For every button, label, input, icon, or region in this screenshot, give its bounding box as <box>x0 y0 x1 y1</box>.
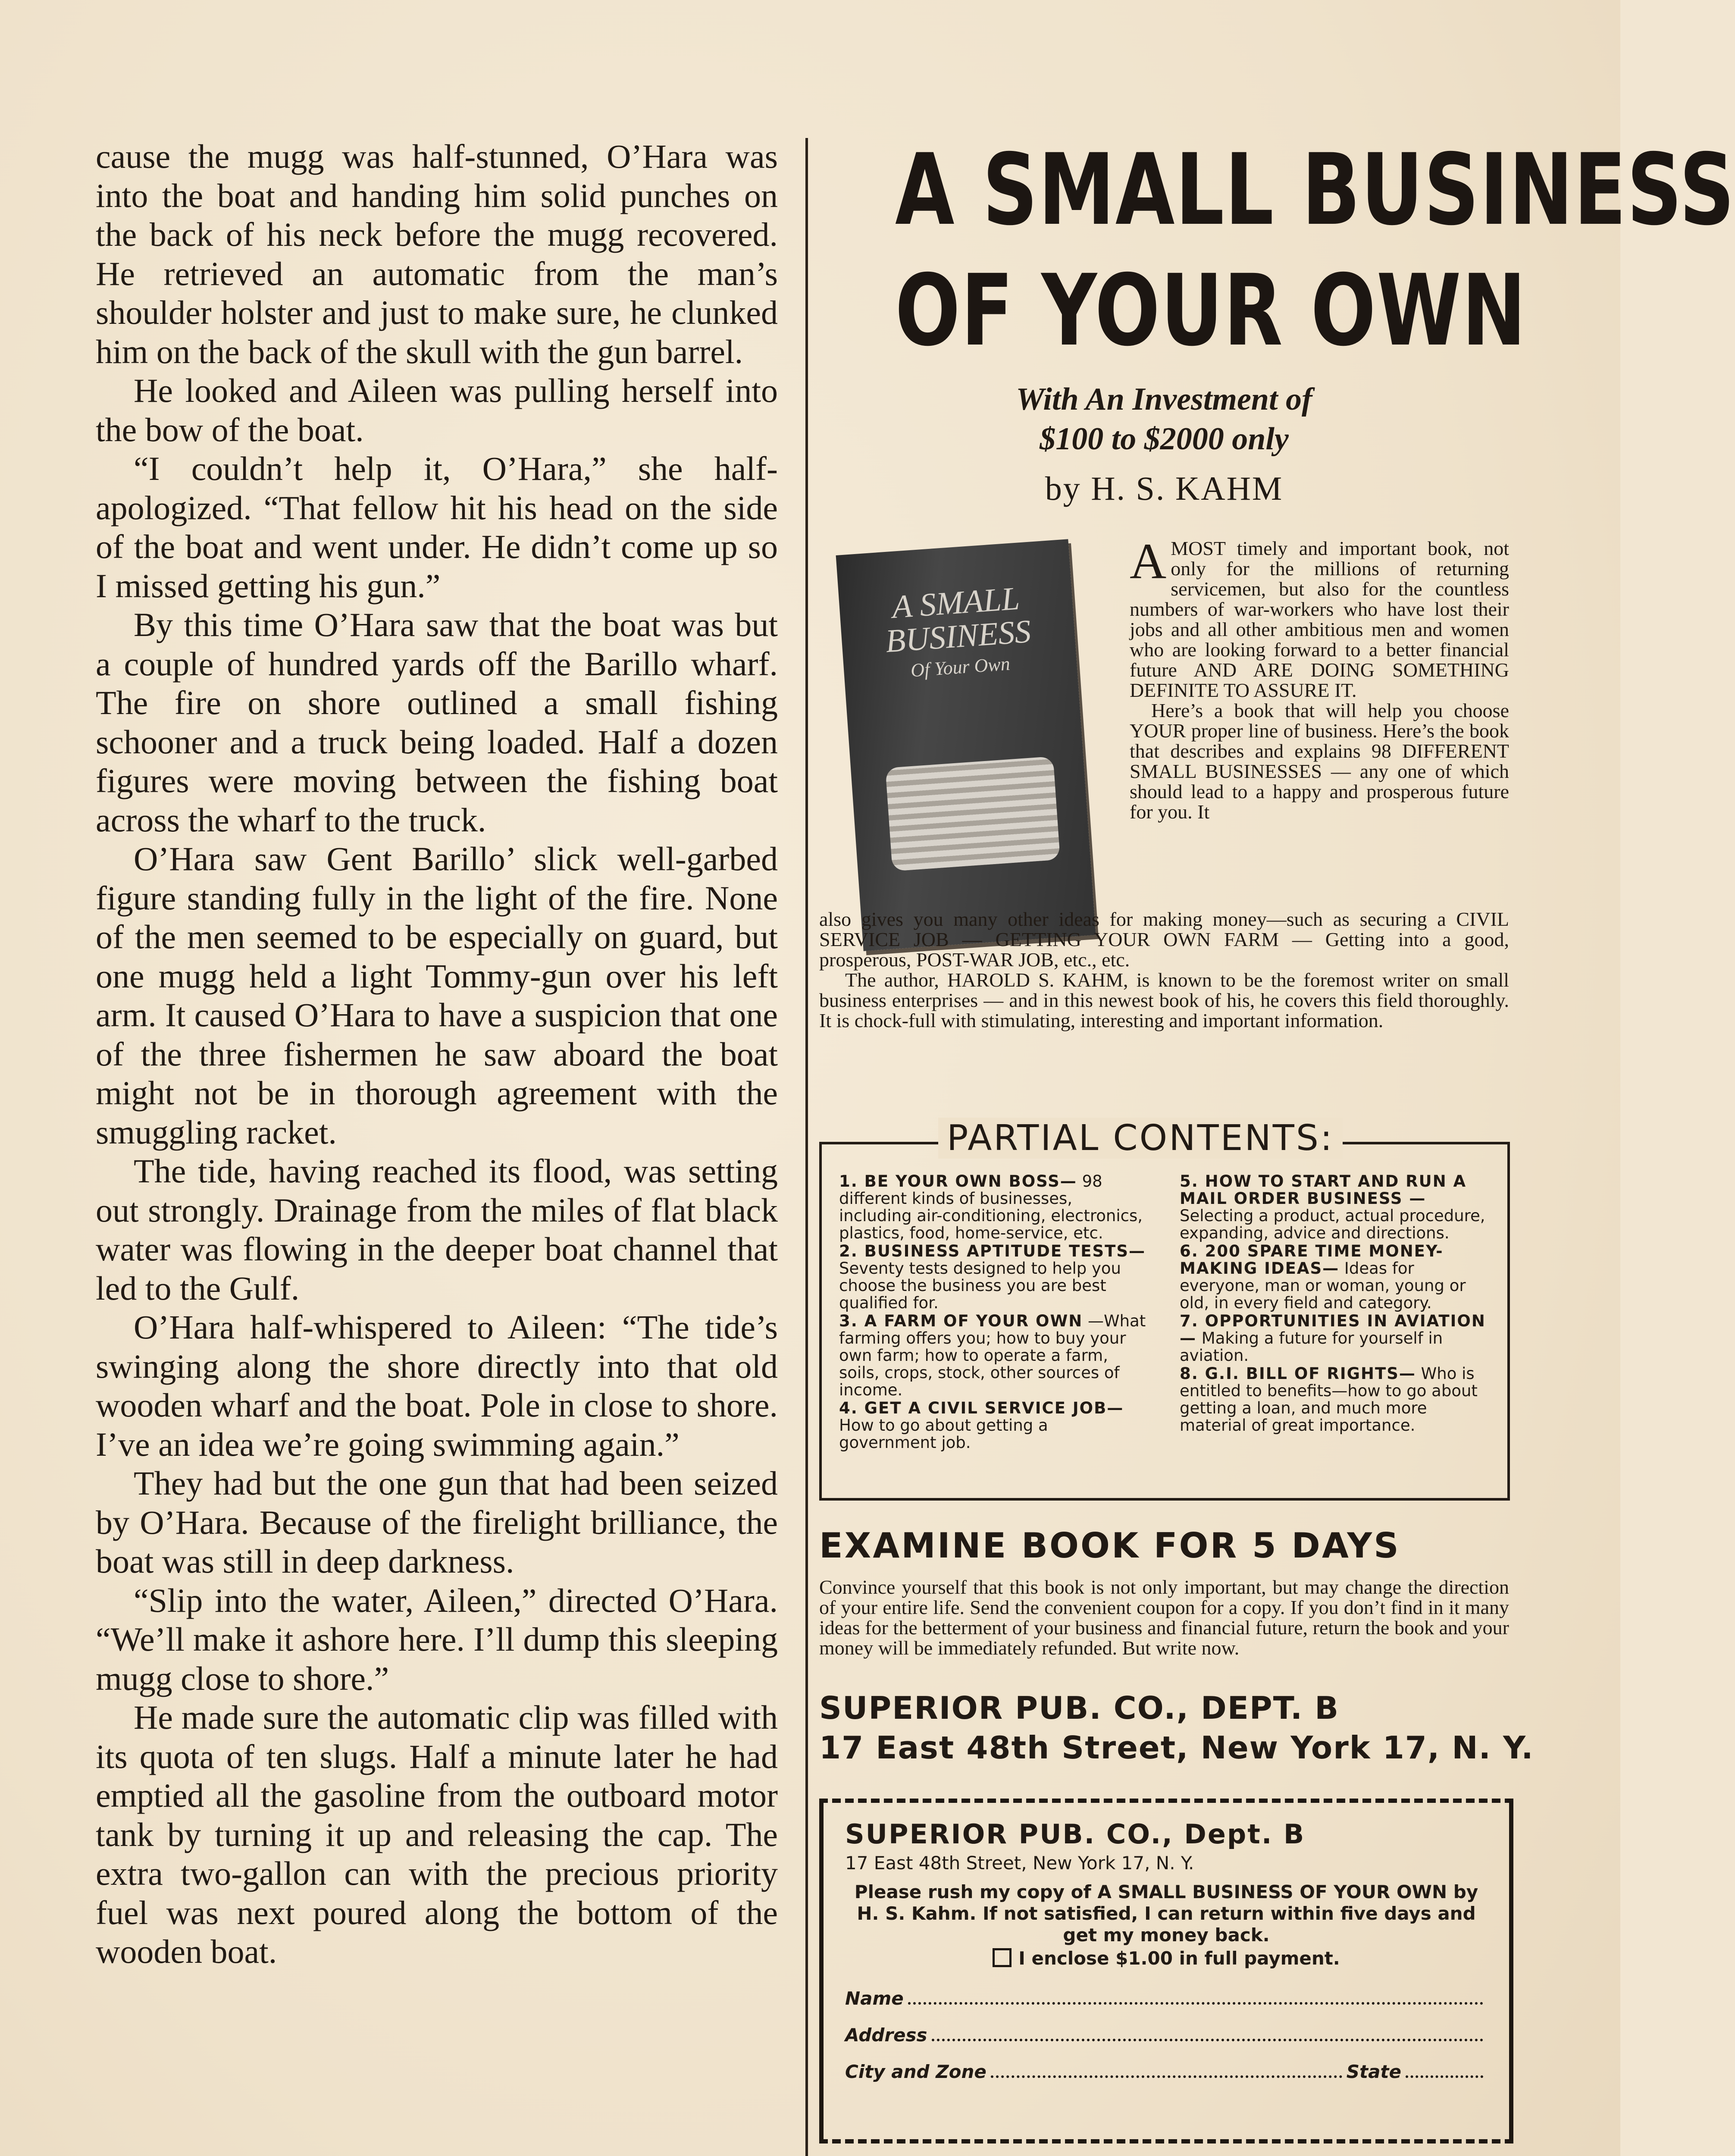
ad-intro-continued-2: The author, HAROLD S. KAHM, is known to be the foremost writer on small business enterprises — and in this newest book of his, he covers this field thoroughly. It is chock-full with stimulating, interesting and important information. <box>819 969 1509 1031</box>
ad-intro <box>819 533 1509 1150</box>
contents-item-body: Selecting a product, actual procedure, expanding, advice and directions. <box>1180 1206 1485 1242</box>
ad-subhead <box>819 379 1509 459</box>
contents-item-body: —What farming offers you; how to buy your own farm; how to operate a farm, soils, crops, stock, other sources of income. <box>839 1312 1146 1399</box>
state-line[interactable] <box>1406 2062 1483 2078</box>
contents-item <box>1180 1365 1490 1434</box>
city-line[interactable] <box>991 2062 1342 2078</box>
book-cover-image <box>836 539 1096 951</box>
contents-item-head: 1. BE YOUR OWN BOSS— <box>839 1172 1077 1191</box>
contents-item-body: How to go about getting a government job. <box>839 1416 1048 1452</box>
book-cover-title <box>852 579 1065 685</box>
contents-item-head: 2. BUSINESS APTITUDE TESTS— <box>839 1242 1146 1260</box>
ad-subhead-line2: $100 to $2000 only <box>1040 421 1289 457</box>
ad-headline-line1: A SMALL BUSINESS <box>895 132 1735 247</box>
contents-item <box>839 1243 1149 1312</box>
order-coupon <box>819 1799 1513 2143</box>
story-paragraph: cause the mugg was half-stunned, O’Hara was into the boat and handing him solid punches on the back of his neck before the mugg recovered. He retrieved an automatic from the man’s shoulder holster and just to make sure, he clunked him on the back of the skull with the gun barrel. <box>96 138 778 370</box>
state-label: State <box>1346 2061 1401 2082</box>
contents-item <box>839 1313 1149 1399</box>
address-label: Address <box>845 2024 927 2046</box>
contents-item <box>839 1400 1149 1451</box>
coupon-address-field[interactable] <box>845 2024 1488 2046</box>
contents-item <box>839 1173 1149 1242</box>
story-paragraph: “I couldn’t help it, O’Hara,” she half-apologized. “That fellow hit his head on the side of the boat and went under. He didn’t come up so I missed getting his gun.” <box>96 450 778 605</box>
contents-item-head: 6. 200 SPARE TIME MONEY-MAKING IDEAS— <box>1180 1242 1444 1278</box>
contents-item-body: Making a future for yourself in aviation. <box>1180 1329 1443 1365</box>
contents-item-body: Seventy tests designed to help you choose the business you are best qualified for. <box>839 1259 1121 1312</box>
partial-contents-columns <box>839 1173 1490 1452</box>
story-paragraph: He made sure the automatic clip was filled with its quota of ten slugs. Half a minute later he had emptied all the gasoline from the outboard motor tank by turning it up and releasing the cap. The extra two-gallon can with the precious priority fuel was next poured along the bottom of the wooden boat. <box>96 1698 778 1970</box>
coupon-city-state-field[interactable] <box>845 2061 1488 2082</box>
contents-item <box>1180 1313 1490 1364</box>
contents-item <box>1180 1173 1490 1242</box>
story-paragraph: O’Hara saw Gent Barillo’ slick well-garbed figure standing fully in the light of the fire. None of the men seemed to be especially on guard, but one mugg held a light Tommy-gun over his left arm. It caused O’Hara to have a suspicion that one of the three fishermen he saw aboard the boat might not be in thorough agreement with the smuggling racket. <box>96 840 778 1151</box>
contents-item <box>1180 1243 1490 1312</box>
coupon-text: Please rush my copy of A SMALL BUSINESS OF YOUR OWN by H. S. Kahm. If not satisfied, I can return within five days and get my money back. <box>854 1881 1478 1946</box>
coupon-address: 17 East 48th Street, New York 17, N. Y. <box>845 1852 1194 1874</box>
coupon-name-field[interactable] <box>845 1988 1488 2009</box>
contents-item-head: 7. OPPORTUNITIES IN AVIATION— <box>1180 1312 1486 1348</box>
ad-intro-paragraph: MOST timely and important book, not only for the millions of returning servicemen, but also for the countless numbers of war-workers who have lost their jobs and all other ambitious men and women who are looking forward to a better financial future AND ARE DOING SOMETHING DEFINITE TO ASSURE IT. <box>1130 537 1509 701</box>
examine-heading: EXAMINE BOOK FOR 5 DAYS <box>819 1526 1400 1566</box>
contents-item-head: 8. G.I. BILL OF RIGHTS— <box>1180 1364 1416 1383</box>
publisher-street: 17 East 48th Street, New York 17, N. Y. <box>819 1730 1534 1766</box>
column-divider <box>805 138 808 2156</box>
drop-cap: A <box>1130 533 1167 589</box>
payment-label: I enclose $1.00 in full payment. <box>1018 1948 1340 1969</box>
coupon-payment-option <box>845 1948 1488 1969</box>
contents-item-head: 5. HOW TO START AND RUN A MAIL ORDER BUSINESS — <box>1180 1172 1467 1208</box>
story-paragraph: The tide, having reached its flood, was setting out strongly. Drainage from the miles of flat black water was flowing in the deeper boat channel that led to the Gulf. <box>96 1152 778 1307</box>
story-paragraph: O’Hara half-whispered to Aileen: “The tide’s swinging along the shore directly into that old wooden wharf and the boat. Pole in close to shore. I’ve an idea we’re going swimming again.” <box>96 1308 778 1463</box>
examine-body: Convince yourself that this book is not only important, but may change the direction of your entire life. Send the convenient coupon for a copy. If you don’t find in it many ideas for the betterment of your business and financial future, return the book and your money will be immediately refunded. But write now. <box>819 1576 1509 1659</box>
contents-column-left <box>839 1173 1149 1452</box>
story-paragraph: By this time O’Hara saw that the boat was but a couple of hundred yards off the Barillo wharf. The fire on shore outlined a small fishing schooner and a truck being loaded. Half a dozen figures were moving between the fishing boat across the wharf to the truck. <box>96 606 778 839</box>
contents-item-head: 3. A FARM OF YOUR OWN <box>839 1312 1083 1330</box>
name-label: Name <box>845 1988 904 2009</box>
story-paragraph: “Slip into the water, Aileen,” directed O’Hara. “We’ll make it ashore here. I’ll dump this sleeping mugg close to shore.” <box>96 1581 778 1697</box>
contents-item-body: Who is entitled to benefits—how to go about getting a loan, and much more material of great importance. <box>1180 1364 1478 1435</box>
payment-checkbox[interactable] <box>993 1948 1012 1967</box>
city-label: City and Zone <box>845 2061 987 2082</box>
contents-item-body: Ideas for everyone, man or woman, young or old, in every field and category. <box>1180 1259 1466 1312</box>
ad-byline: by H. S. KAHM <box>1045 470 1284 507</box>
advertisement <box>819 129 1735 2143</box>
ad-intro-paragraph-2: Here’s a book that will help you choose YOUR proper line of business. Here’s the book that describes and explains 98 DIFFERENT SMALL BUSINESSES — any one of which should lead to a happy and prosperous future for you. It <box>1130 699 1509 823</box>
story-paragraph: They had but the one gun that had been seized by O’Hara. Because of the firelight brilliance, the boat was still in deep darkness. <box>96 1464 778 1580</box>
contents-item-body: 98 different kinds of businesses, including air-conditioning, electronics, plastics, food, home-service, etc. <box>839 1172 1143 1242</box>
partial-contents-box <box>819 1118 1510 1501</box>
ad-intro-text <box>1130 533 1509 823</box>
partial-contents-title: PARTIAL CONTENTS: <box>938 1118 1343 1159</box>
address-line[interactable] <box>932 2026 1483 2041</box>
coupon-content <box>845 1818 1488 2082</box>
contents-column-right <box>1180 1173 1490 1452</box>
name-line[interactable] <box>908 1989 1483 2005</box>
story-column <box>96 137 778 2156</box>
book-cover-title-text: A SMALL BUSINESS <box>884 580 1032 660</box>
ad-headline-line2: OF YOUR OWN <box>895 253 1527 368</box>
ad-subhead-line1: With An Investment of <box>1016 382 1312 417</box>
ad-intro-continued-1: also gives you many other ideas for making money—such as securing a CIVIL SERVICE JOB — GETTING YOUR OWN FARM — Getting into a good, prosperous, POST-WAR JOB, etc., etc. <box>819 908 1509 971</box>
book-cover-subtitle: Of Your Own <box>910 653 1011 681</box>
coupon-heading: SUPERIOR PUB. CO., Dept. B <box>845 1818 1306 1850</box>
publisher-address <box>819 1688 1534 1767</box>
ad-intro-continued <box>819 909 1509 1031</box>
contents-item-head: 4. GET A CIVIL SERVICE JOB— <box>839 1399 1124 1417</box>
publisher-name: SUPERIOR PUB. CO., DEPT. B <box>819 1690 1340 1726</box>
book-cover-panel <box>885 756 1060 871</box>
story-paragraph: He looked and Aileen was pulling herself into the bow of the boat. <box>96 372 778 448</box>
